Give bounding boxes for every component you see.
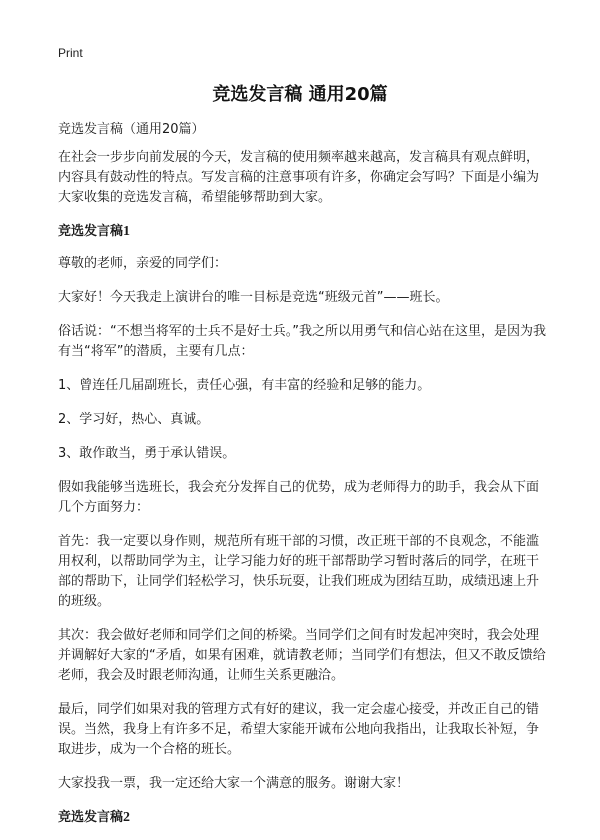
paragraph: 首先：我一定要以身作则，规范所有班干部的习惯，改正班干部的不良观念，不能滥用权利，以帮助同学为主，让学习能力好的班干部帮助学习暂时落后的同学，在班干部的帮助下，让同学们轻松学习，快乐玩耍，让我们班成为团结互助，成绩迅速上升的班级。 <box>58 534 540 609</box>
paragraph: 大家好！今天我走上演讲台的唯一目标是竞选“班级元首”——班长。 <box>58 290 449 305</box>
list-item: 2、学习好，热心、真诚。 <box>58 412 210 427</box>
list-item: 3、敢作敢当，勇于承认错误。 <box>58 446 236 461</box>
section-heading-1: 竞选发言稿1 <box>58 224 131 239</box>
section-heading-2: 竞选发言稿2 <box>58 810 131 825</box>
paragraph: 假如我能够当选班长，我会充分发挥自己的优势，成为老师得力的助手，我会从下面几个方面努力： <box>58 480 540 515</box>
paragraph: 最后，同学们如果对我的管理方式有好的建议，我一定会虚心接受，并改正自己的错误。当然，我身上有许多不足，希望大家能开诚布公地向我指出，让我取长补短，争取进步，成为一个合格的班长。 <box>58 702 540 757</box>
article-subtitle: 竞选发言稿（通用20篇） <box>58 122 205 137</box>
intro-paragraph: 在社会一步步向前发展的今天，发言稿的使用频率越来越高，发言稿具有观点鲜明，内容具有鼓动性的特点。写发言稿的注意事项有许多，你确定会写吗？下面是小编为大家收集的竞选发言稿，希望能够帮助到大家。 <box>58 150 540 205</box>
paragraph: 大家投我一票，我一定还给大家一个满意的服务。谢谢大家！ <box>58 776 410 791</box>
print-link[interactable]: Print <box>58 46 83 60</box>
article-body <box>58 120 550 840</box>
list-item: 1、曾连任几届副班长，责任心强，有丰富的经验和足够的能力。 <box>58 378 431 393</box>
paragraph: 俗话说：“不想当将军的士兵不是好士兵。”我之所以用勇气和信心站在这里，是因为我有当“将军”的潜质，主要有几点： <box>58 324 546 359</box>
paragraph: 其次：我会做好老师和同学们之间的桥梁。当同学们之间有时发起冲突时，我会处理并调解好大家的“矛盾，如果有困难，就请教老师；当同学们有想法，但又不敢反馈给老师，我会及时跟老师沟通，让师生关系更融洽。 <box>58 628 546 683</box>
paragraph: 尊敬的老师，亲爱的同学们： <box>58 256 228 271</box>
page-title: 竞选发言稿 通用20篇 <box>212 84 388 105</box>
